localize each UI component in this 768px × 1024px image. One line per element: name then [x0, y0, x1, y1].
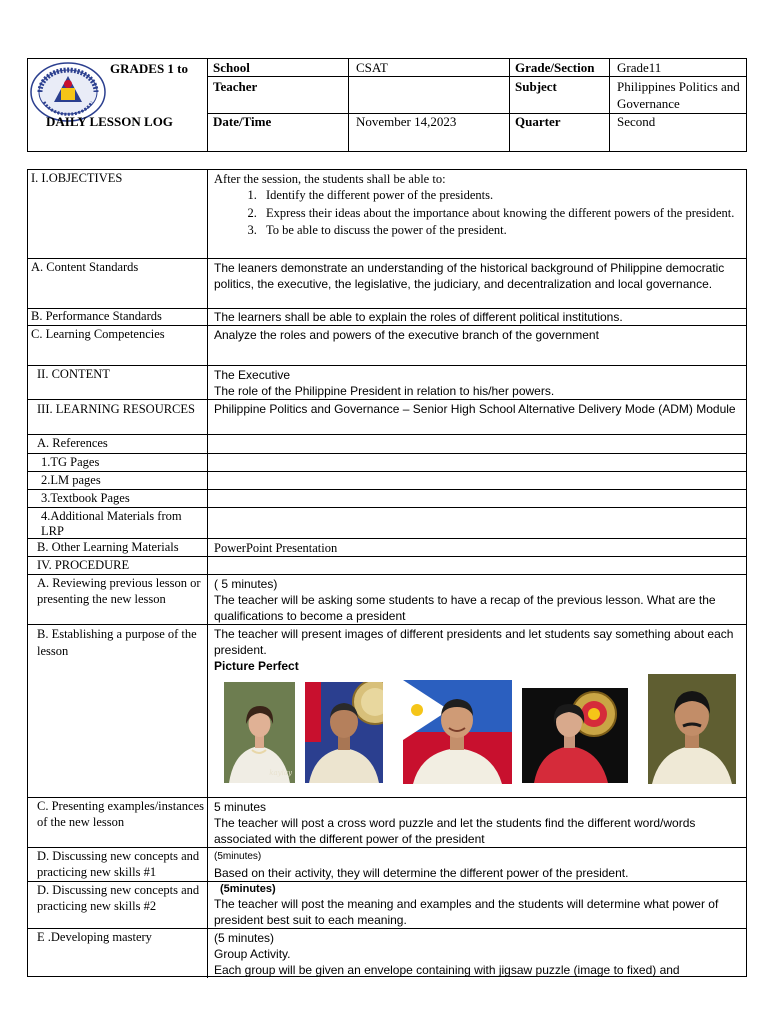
references-label: A. References — [37, 436, 108, 450]
reviewing-text: The teacher will be asking some students to have a recap of the previous lesson. What are the qualifications to become a president — [214, 593, 716, 623]
competencies-text: Analyze the roles and powers of the executive branch of the government — [214, 328, 599, 342]
performance-standards-row — [28, 308, 746, 325]
discussing-2-text: The teacher will post the meaning and examples and the students will determine what power of president best suit to each meaning. — [214, 897, 719, 927]
references-row — [28, 434, 746, 453]
photo-signature: kaylay — [269, 769, 292, 777]
content-cell — [208, 366, 746, 399]
establishing-label: B. Establishing a purpose of the lesson — [37, 627, 197, 658]
additional-materials-label: 4.Additional Materials from LRP — [41, 509, 182, 538]
discussing-1-row — [28, 847, 746, 881]
mastery-line-1: Group Activity. — [214, 947, 291, 961]
learning-resources-row — [28, 399, 746, 434]
datetime-label: Date/Time — [213, 114, 272, 129]
content-line-2: The role of the Philippine President in relation to his/her powers. — [214, 384, 555, 398]
teacher-label: Teacher — [213, 79, 258, 94]
discussing-2-label: D. Discussing new concepts and practicing new skills #2 — [37, 883, 200, 913]
discussing-1-cell — [208, 848, 746, 881]
content-label: II. CONTENT — [37, 367, 110, 381]
performance-standards-text: The learners shall be able to explain the roles of different political institutions. — [214, 310, 623, 324]
picture-perfect-subtitle: Picture Perfect — [214, 659, 299, 673]
objective-item: 1. Identify the different power of the presidents. — [260, 187, 740, 205]
president-photo-3 — [403, 680, 512, 784]
establishing-row — [28, 624, 746, 797]
content-standards-text: The leaners demonstrate an understanding of the historical background of Philippine democratic politics, the executive, the legislative, the judiciary, and decentralization and local governance. — [214, 261, 725, 291]
tg-pages-row — [28, 453, 746, 471]
learning-resources-label: III. LEARNING RESOURCES — [37, 402, 195, 416]
competencies-row — [28, 325, 746, 365]
content-standards-row — [28, 258, 746, 308]
presenting-label: C. Presenting examples/instances of the new lesson — [37, 799, 204, 829]
mastery-time: (5 minutes) — [214, 931, 275, 945]
content-line-1: The Executive — [214, 368, 291, 382]
president-photo-2 — [305, 682, 383, 783]
reviewing-time: ( 5 minutes) — [214, 577, 278, 591]
reviewing-label: A. Reviewing previous lesson or presenting the new lesson — [37, 576, 201, 606]
objectives-intro: After the session, the students shall be able to: — [214, 172, 446, 186]
discussing-1-time: (5minutes) — [214, 851, 262, 862]
reviewing-row — [28, 574, 746, 624]
quarter-label: Quarter — [515, 114, 561, 129]
presenting-time: 5 minutes — [214, 800, 267, 814]
president-photo-1 — [224, 682, 295, 783]
competencies-label: C. Learning Competencies — [31, 327, 165, 341]
discussing-2-cell — [208, 882, 746, 928]
discussing-2-time: (5minutes) — [220, 883, 276, 895]
reviewing-cell — [208, 575, 746, 624]
lesson-plan-table — [27, 169, 747, 977]
other-materials-label: B. Other Learning Materials — [37, 540, 179, 554]
grades-label: GRADES 1 to — [110, 61, 189, 76]
quarter-value: Second — [617, 114, 656, 129]
tg-pages-label: 1.TG Pages — [41, 455, 100, 469]
objectives-cell — [208, 170, 746, 258]
objectives-label: I. I.OBJECTIVES — [31, 171, 123, 185]
presenting-text: The teacher will post a cross word puzzle and let the students find the different word/words associated with the different power of the president — [214, 816, 696, 846]
other-materials-row — [28, 538, 746, 556]
grade-section-label: Grade/Section — [515, 60, 595, 75]
president-photo-5 — [648, 674, 736, 784]
learning-resources-text: Philippine Politics and Governance – Senior High School Alternative Delivery Mode (ADM) Module — [214, 402, 736, 416]
lm-pages-row — [28, 471, 746, 489]
mastery-line-2: Each group will be given an envelope containing with jigsaw puzzle (image to fixed) and — [214, 963, 680, 977]
mastery-row — [28, 928, 746, 978]
subject-value: Philippines Politics and Governance — [617, 79, 740, 111]
lm-pages-label: 2.LM pages — [41, 473, 101, 487]
objectives-list — [214, 187, 740, 240]
content-row — [28, 365, 746, 399]
objective-item: 2. Express their ideas about the importance about knowing the different powers of the president. — [260, 205, 740, 223]
textbook-pages-row — [28, 489, 746, 507]
establishing-cell — [208, 625, 746, 797]
president-photo-4 — [522, 688, 628, 783]
school-label: School — [213, 60, 250, 75]
presenting-row — [28, 797, 746, 847]
grade-section-value: Grade11 — [617, 60, 662, 75]
datetime-value: November 14,2023 — [356, 114, 457, 129]
procedure-row — [28, 556, 746, 574]
establishing-text: The teacher will present images of different presidents and let students say something about each president. — [214, 627, 734, 657]
additional-materials-row — [28, 507, 746, 538]
discussing-1-label: D. Discussing new concepts and practicing new skills #1 — [37, 849, 200, 879]
objective-item: 3. To be able to discuss the power of the president. — [260, 222, 740, 240]
school-value: CSAT — [356, 60, 388, 75]
header-table — [27, 58, 747, 152]
mastery-cell — [208, 929, 746, 978]
presenting-cell — [208, 798, 746, 847]
performance-standards-label: B. Performance Standards — [31, 309, 162, 323]
mastery-label: E .Developing mastery — [37, 930, 152, 944]
content-standards-label: A. Content Standards — [31, 260, 139, 274]
objectives-row — [28, 170, 746, 258]
other-materials-text: PowerPoint Presentation — [214, 541, 338, 555]
daily-lesson-log-title: DAILY LESSON LOG — [46, 114, 173, 129]
procedure-label: IV. PROCEDURE — [37, 558, 130, 572]
discussing-2-row — [28, 881, 746, 928]
discussing-1-text: Based on their activity, they will determine the different power of the president. — [214, 866, 629, 880]
subject-label: Subject — [515, 79, 557, 94]
textbook-pages-label: 3.Textbook Pages — [41, 491, 130, 505]
